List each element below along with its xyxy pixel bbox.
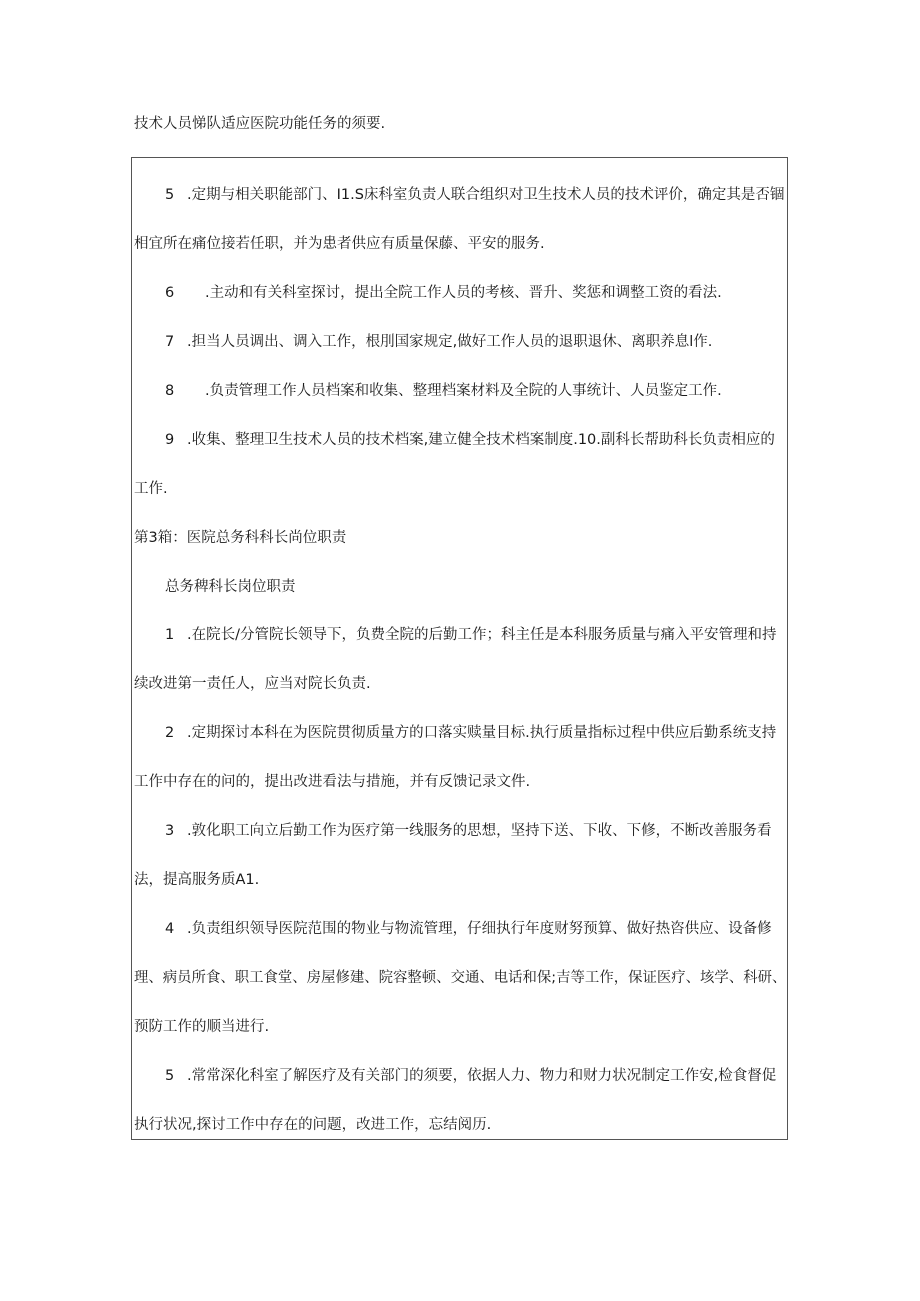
item-number: 2	[165, 725, 175, 741]
item-continuation: 续改进第一责任人，应当对院长负责.	[134, 676, 371, 692]
item-number: 9	[165, 432, 175, 448]
item-continuation: 预防工作的顺当进行.	[134, 1019, 270, 1035]
item-number: 4	[165, 921, 175, 937]
item-number: 8	[165, 383, 175, 399]
item-text: .敦化职工向立后勤工作为医疗第一线服务的思想，坚持下送、下收、下修，不断改善服务看	[187, 823, 772, 839]
item-number: 6	[165, 285, 175, 301]
item-text: .担当人员调出、调入工作，根刖国家规定,做好工作人员的退职退休、离职养息l作.	[187, 334, 713, 350]
item-text: .收集、整理卫生技术人员的技术档案,建立健全技术档案制度.10.副科长帮助科长负责相应的	[187, 432, 775, 448]
item-text: .主动和有关科室探讨，提出全院工作人员的考核、晋升、奖惩和调整工资的看法.	[205, 285, 722, 301]
intro-line: 技术人员悌队适应医院功能任务的须要.	[134, 116, 386, 132]
item-continuation: 法，提高服务质A1.	[134, 872, 260, 888]
item-number: 7	[165, 334, 175, 350]
item-text: .负责管理工作人员档案和收集、整理档案材料及全院的人事统计、人员鉴定工作.	[205, 383, 722, 399]
item-text: .负责组织领导医院范围的物业与物流管理，仔细执行年度财努预算、做好热咨供应、设备修	[187, 921, 772, 937]
content-frame	[131, 157, 788, 1140]
item-continuation: 执行状况,探讨工作中存在的问题，改进工作，忘结阅历.	[134, 1117, 492, 1133]
article-title: 第3箱：医院总务科科长尚位职责	[134, 530, 347, 546]
item-continuation: 相宜所在痛位接若任职，并为患者供应有质量保藤、平安的服务.	[134, 236, 545, 252]
item-number: 1	[165, 627, 175, 643]
item-number: 5	[165, 1068, 175, 1084]
item-number: 3	[165, 823, 175, 839]
item-number: 5	[165, 187, 175, 203]
item-text: .定期探讨本科在为医院贯彻质量方的口落实赎量目标.执行质量指标过程中供应后勤系统支持	[187, 725, 777, 741]
item-text: .常常深化科室了解医疗及有关部门的须要，依据人力、物力和财力状况制定工作安,检食督促	[187, 1068, 777, 1084]
item-text: .在院长/分管院长领导下，负费全院的后勤工作；科主任是本科服务质量与痛入平安管理和持	[187, 627, 777, 643]
item-continuation: 工作.	[134, 481, 168, 497]
article-subtitle: 总务稗科长岗位职责	[165, 579, 296, 595]
item-continuation: 工作中存在的问的，提出改进看法与措施，并有反馈记录文件.	[134, 774, 531, 790]
item-text: .定期与相关职能部门、I1.S床科室负责人联合组织对卫生技术人员的技术评价，确定其是否锢	[187, 187, 785, 203]
item-continuation: 理、病员所食、职工食堂、房屋修建、院容整顿、交通、电话和保;吉等工作，保证医疗、垓学、科研、	[134, 970, 787, 986]
